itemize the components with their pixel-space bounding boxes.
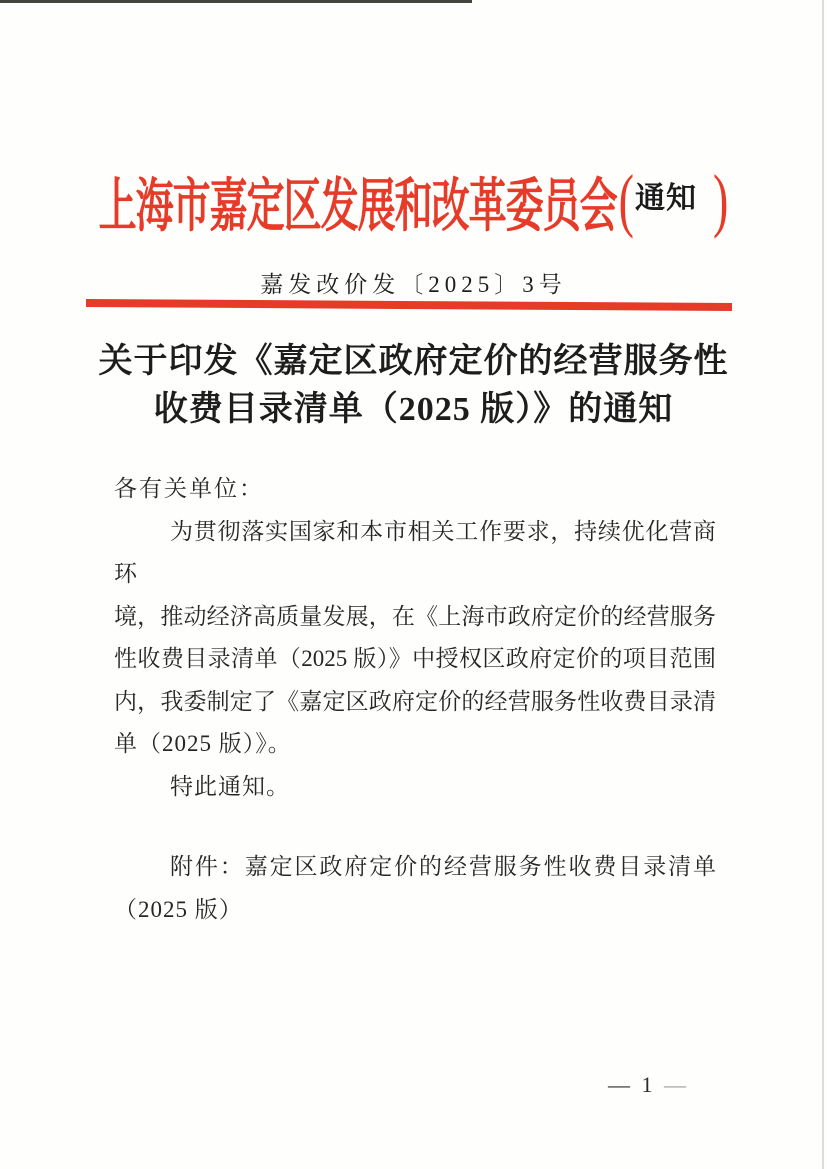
doc-type-label: 通知 (635, 182, 697, 215)
document-body (114, 468, 716, 931)
page-number-dash-right: — (664, 1072, 686, 1097)
doc-title (0, 338, 827, 434)
salutation: 各有关单位： (114, 476, 264, 501)
page-number-dash-left: — (608, 1072, 630, 1097)
body-paragraph1-line3: 性收费目录清单（2025 版）》中授权区政府定价的项目范围 (114, 646, 716, 671)
attachment-line1: 附件：嘉定区政府定价的经营服务性收费目录清单 (170, 854, 716, 879)
scan-artifact-top-edge (0, 0, 472, 3)
body-paragraph1-line4: 内，我委制定了《嘉定区政府定价的经营服务性收费目录清 (114, 688, 716, 714)
blank-line (114, 808, 716, 846)
org-name: 上海市嘉定区发展和改革委员会 (98, 174, 617, 239)
page-number (608, 1072, 686, 1098)
red-divider-line (86, 299, 732, 311)
doc-number: 嘉发改价发〔2025〕3号 (260, 272, 567, 297)
body-paragraph1-line2: 境，推动经济高质量发展，在《上海市政府定价的经营服务 (114, 603, 716, 629)
doc-title-line1: 关于印发《嘉定区政府定价的经营服务性 (98, 343, 729, 380)
body-paragraph1-line1: 为贯彻落实国家和本市相关工作要求，持续优化营商环 (114, 518, 716, 586)
doc-title-line2: 收费目录清单（2025 版）》的通知 (153, 391, 674, 428)
doc-type-group (618, 159, 729, 239)
attachment-line2: （2025 版） (114, 896, 243, 922)
page-number-value: 1 (641, 1072, 653, 1097)
paren-close: ) (713, 159, 729, 239)
document-letterhead (0, 159, 827, 239)
closing-line: 特此通知。 (170, 773, 290, 799)
paren-open: ( (618, 159, 634, 239)
body-paragraph1-line5: 单（2025 版）》。 (114, 731, 292, 756)
